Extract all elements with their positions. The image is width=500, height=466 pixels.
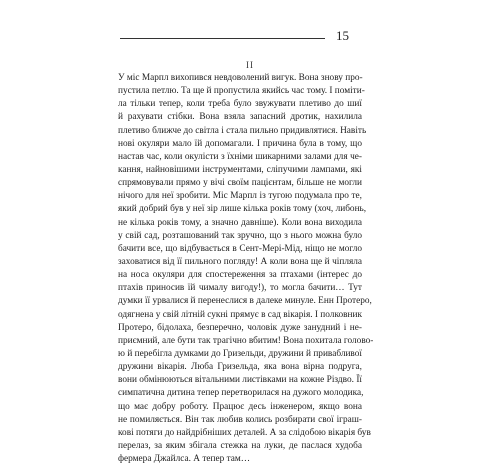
text-line: приємний, але бути так трагічно вбитим! Вона похитала голово- [118, 335, 374, 346]
text-line: кові потяги до найдрібніших деталей. А за слідобою вікарія був [118, 427, 371, 438]
text-line: який добрий був у неї зір лише кілька років тому (хоч, либонь, [118, 204, 367, 215]
body-text [118, 72, 374, 466]
page-number: 15 [336, 28, 349, 43]
text-line: птахів приносив їй чималу вигоду!), то могла бачити… Тут [118, 283, 362, 294]
section-number: II [246, 60, 254, 70]
text-line: перелаз, за яким збігала стежка на луки, де паслася худоба [118, 440, 362, 451]
text-line: нічого для неї зробити. Міс Марпл із тугою подумала про те, [118, 191, 362, 202]
text-line: Протеро, бідолаха, безперечно, чоловік дуже занудний і не- [118, 322, 362, 333]
text-line: симпатична дитина тепер перетворилася на дужого молодика, [118, 388, 364, 399]
text-line: дружини вікарія. Люба Гризельда, яка вона вірна подруга, [118, 362, 362, 373]
text-line: не помиляється. Він так любив колись розбирати свої іграш- [118, 414, 362, 425]
text-line: плетиво ближче до світла і стала пильно придивлятися. Навіть [118, 125, 367, 136]
text-line: вони обмінюються вітальними листівками на кожне Різдво. Її [118, 375, 362, 386]
text-line: нові окуляри мало їй допомагали. І причина була в тому, що [118, 138, 362, 149]
text-line: й рахувати стібки. Вона взяла запасний дротик, нахилила [118, 112, 362, 123]
text-line: що має добру роботу. Працює десь інженером, якщо вона [118, 401, 362, 412]
text-line: ю й перебігла думками до Гризельди, дружини й привабливої [118, 348, 362, 359]
text-line: у свій сад, розташований так зручно, що з нього можна було [118, 230, 362, 241]
text-line: спрямовували прямо у вічі своїм пацієнтам, більше не могли [118, 178, 362, 189]
text-line: одягнена у свій літній сукні прямує в сад вікарія. І полковник [118, 309, 362, 320]
text-line: на носа окуляри для спостереження за птахами (інтерес до [118, 270, 362, 281]
text-line: У міс Марпл вихопився невдоволений вигук. Вона знову про- [118, 73, 363, 83]
text-line: не кілька років тому, а значно давніше). Коли вона виходила [118, 217, 362, 228]
text-line: настав час, коли окулісти з їхніми шикарними залами для че- [118, 151, 362, 162]
text-line: заховатися від її пильного погляду! А коли вона ще й чіпляла [118, 256, 362, 267]
text-line: кання, найновішими інструментами, сліпучими лампами, які [118, 164, 362, 175]
text-line: ла тільки тепер, коли треба було звужувати плетиво до шиї [118, 99, 362, 110]
header-rule [120, 38, 325, 39]
text-line: пустила петлю. Та ще й пропустила якийсь час тому. І поміти- [118, 86, 365, 97]
text-line: думки її урвалися й перенеслися в далеке минуле. Енн Протеро, [118, 296, 372, 307]
text-line: фермера Джайлса. А тепер там… [118, 454, 251, 465]
text-line: бачити все, що відбувається в Сент-Мері-Мід, ніщо не могло [118, 243, 362, 254]
